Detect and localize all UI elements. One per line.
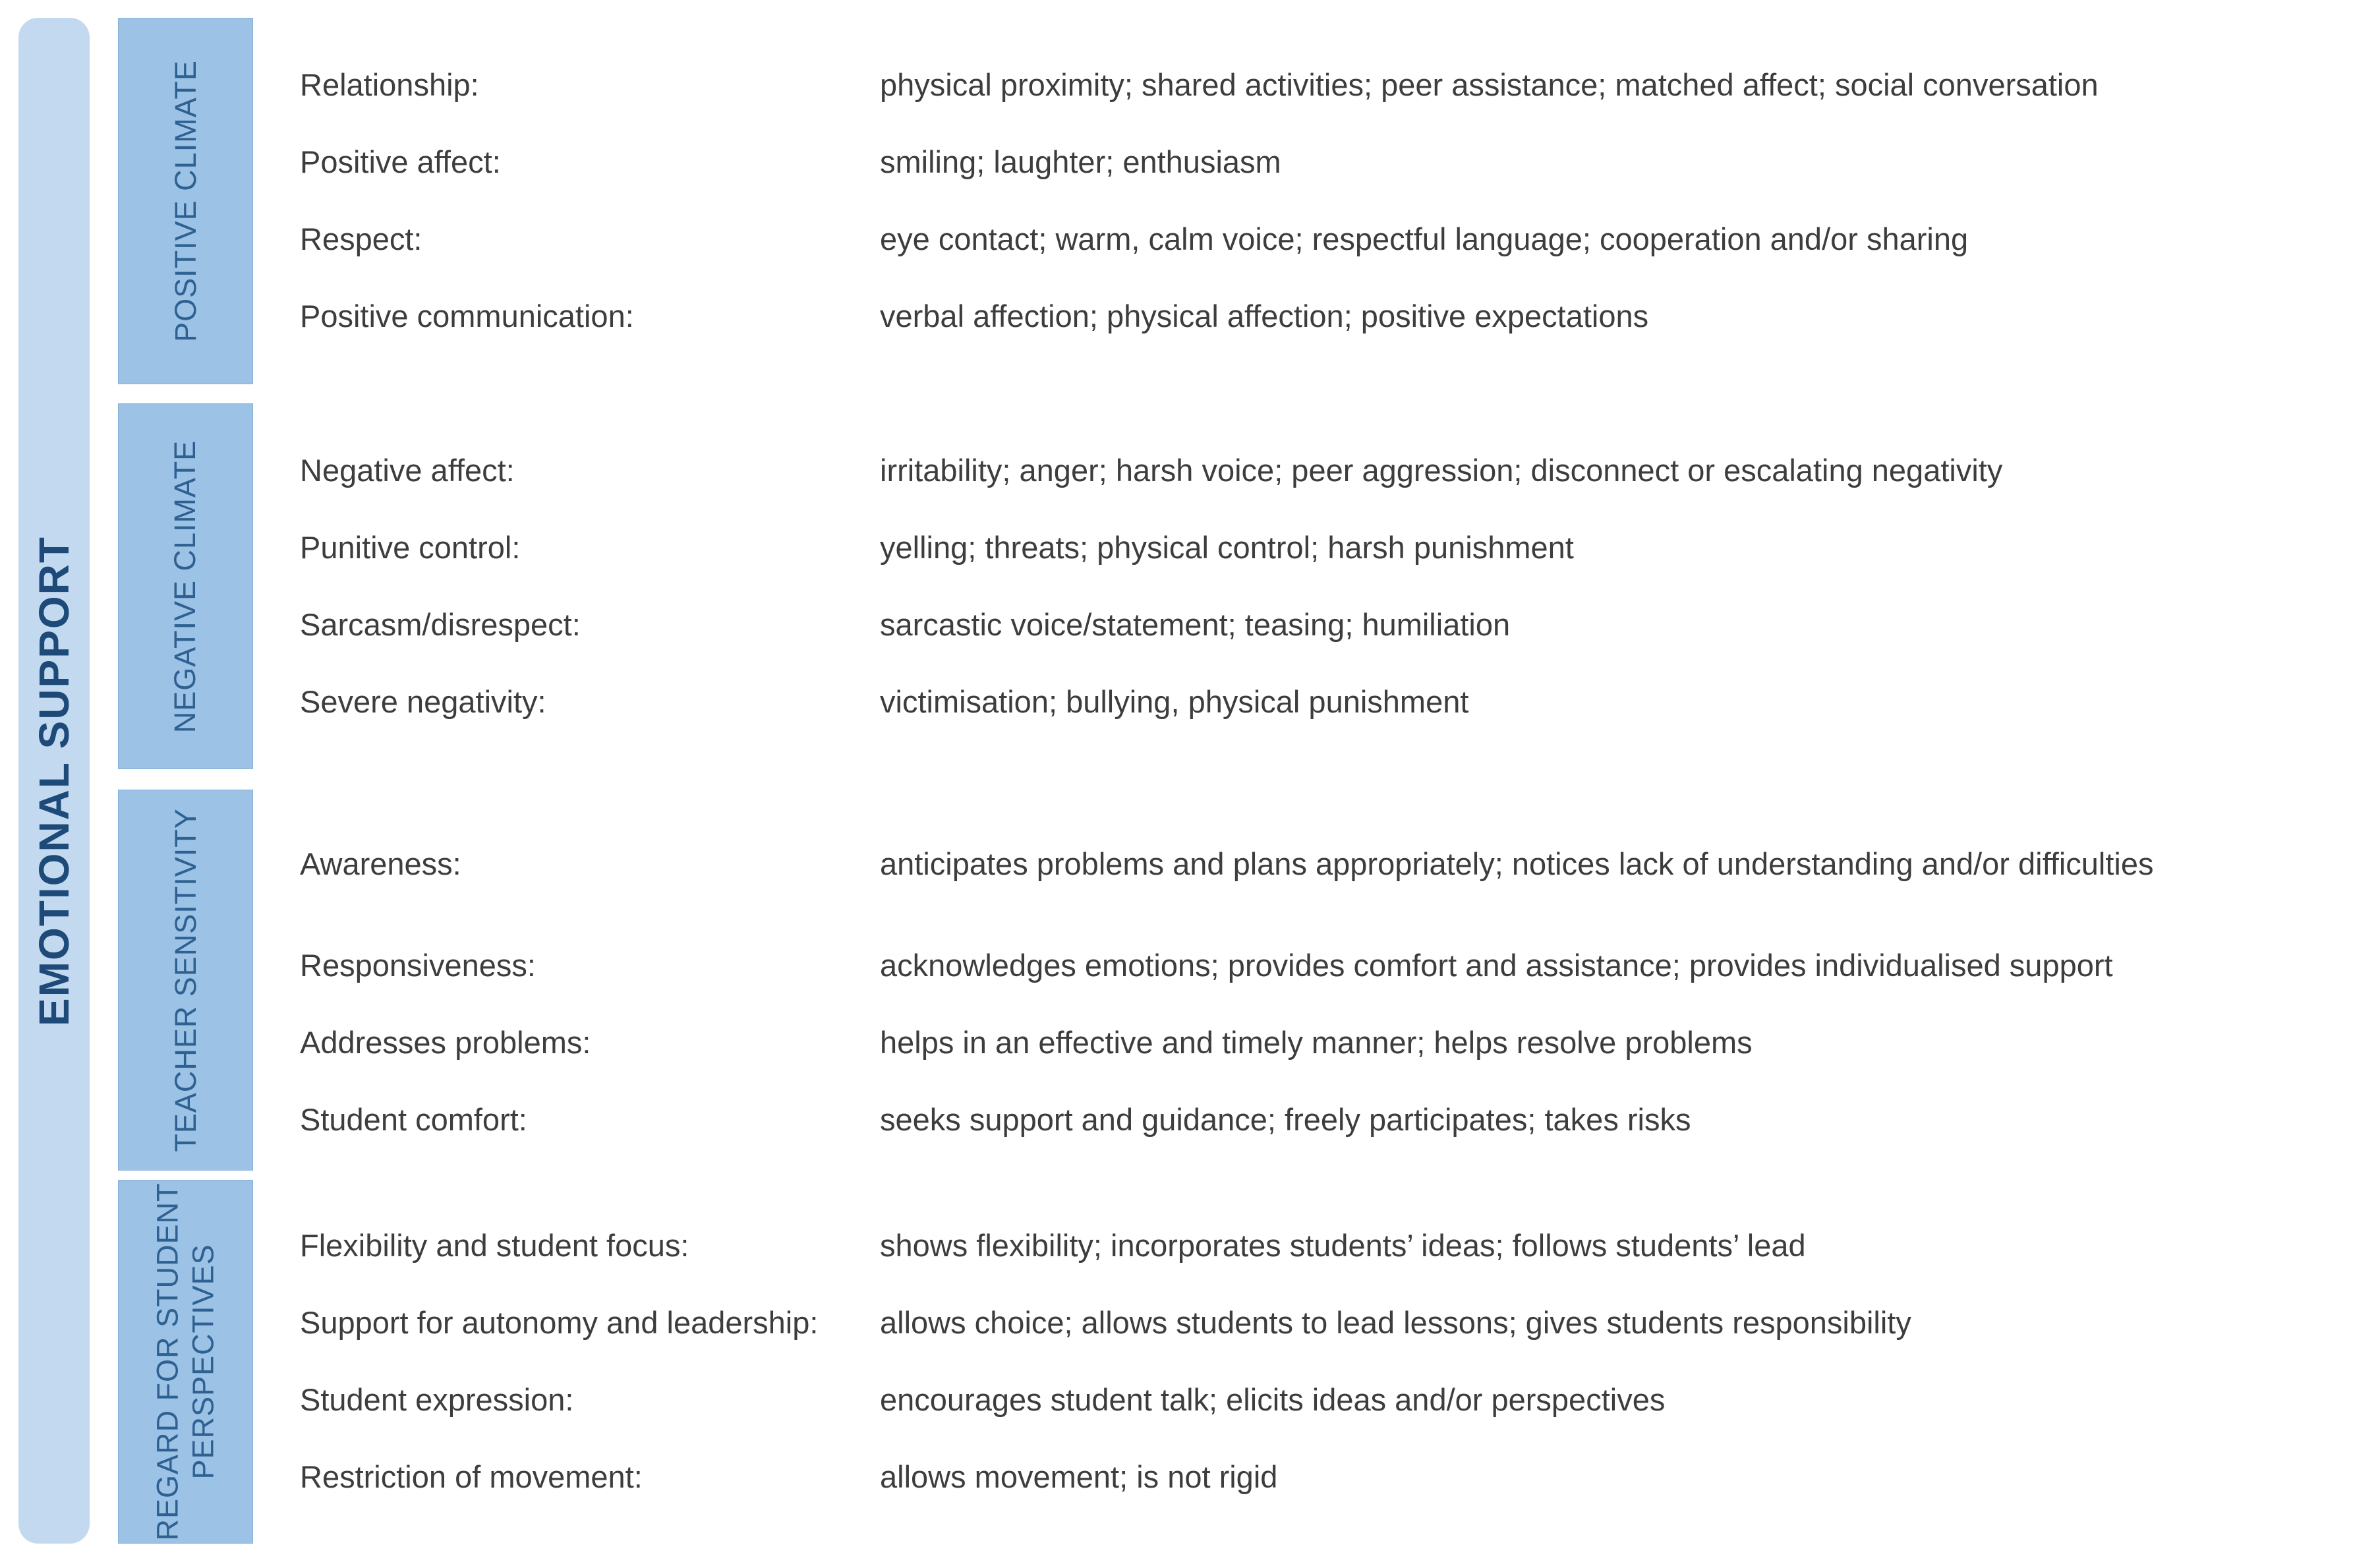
- category-box: [118, 403, 253, 769]
- indicator-description: encourages student talk; elicits ideas and/or perspectives: [880, 1382, 1666, 1418]
- indicator-row: [300, 1207, 2369, 1285]
- indicator-row: [300, 47, 2369, 124]
- domain-section-0: [0, 18, 2380, 384]
- indicator-row: [300, 432, 2369, 509]
- indicator-rows: [300, 790, 2369, 1171]
- indicator-term: Support for autonomy and leadership:: [300, 1305, 819, 1341]
- indicator-description: shows flexibility; incorporates students’ ideas; follows students’ lead: [880, 1228, 1806, 1263]
- indicator-row: [300, 587, 2369, 664]
- indicator-row: [300, 509, 2369, 587]
- indicator-term: Sarcasm/disrespect:: [300, 606, 581, 642]
- indicator-row: [300, 1082, 2369, 1159]
- indicator-row: [300, 201, 2369, 278]
- indicator-term: Severe negativity:: [300, 683, 546, 719]
- indicator-term: Awareness:: [300, 846, 461, 882]
- category-box: [118, 790, 253, 1171]
- indicator-row: [300, 278, 2369, 355]
- indicator-rows: [300, 1180, 2369, 1544]
- indicator-description: helps in an effective and timely manner; helps resolve problems: [880, 1024, 1753, 1060]
- category-label: [168, 60, 204, 342]
- indicator-row: [300, 1285, 2369, 1362]
- indicator-row: [300, 664, 2369, 741]
- indicator-rows: [300, 403, 2369, 769]
- category-label: [168, 440, 204, 732]
- indicator-term: Positive communication:: [300, 299, 634, 334]
- domain-section-1: [0, 403, 2380, 769]
- indicator-description: verbal affection; physical affection; positive expectations: [880, 299, 1649, 334]
- indicator-term: Negative affect:: [300, 452, 515, 488]
- category-label-line: REGARD FOR STUDENT: [150, 1182, 185, 1541]
- category-box: [118, 18, 253, 384]
- indicator-rows: [300, 18, 2369, 384]
- indicator-description: allows movement; is not rigid: [880, 1459, 1278, 1495]
- indicator-description: physical proximity; shared activities; peer assistance; matched affect; social conversation: [880, 67, 2099, 103]
- indicator-term: Flexibility and student focus:: [300, 1228, 689, 1263]
- indicator-description: allows choice; allows students to lead lessons; gives students responsibility: [880, 1305, 1911, 1341]
- category-box: [118, 1180, 253, 1544]
- indicator-term: Relationship:: [300, 67, 479, 103]
- category-label: [168, 808, 204, 1152]
- indicator-term: Restriction of movement:: [300, 1459, 643, 1495]
- indicator-row: [300, 1004, 2369, 1082]
- indicator-term: Student comfort:: [300, 1101, 527, 1137]
- indicator-term: Respect:: [300, 221, 422, 257]
- indicator-description: eye contact; warm, calm voice; respectful language; cooperation and/or sharing: [880, 221, 1969, 257]
- category-label-line: POSITIVE CLIMATE: [168, 60, 202, 342]
- indicator-row: [300, 124, 2369, 201]
- domain-section-2: [0, 790, 2380, 1171]
- indicator-term: Punitive control:: [300, 529, 521, 565]
- emotional-support-title: EMOTIONAL SUPPORT: [30, 535, 78, 1026]
- indicator-term: Positive affect:: [300, 144, 501, 180]
- indicator-description: sarcastic voice/statement; teasing; humiliation: [880, 606, 1511, 642]
- indicator-term: Responsiveness:: [300, 947, 536, 983]
- indicator-row: [300, 1362, 2369, 1439]
- indicator-row: [300, 802, 2369, 927]
- category-label: [150, 1182, 221, 1540]
- indicator-term: Addresses problems:: [300, 1024, 591, 1060]
- indicator-description: acknowledges emotions; provides comfort and assistance; provides individualised support: [880, 947, 2113, 983]
- indicator-description: victimisation; bullying, physical punishment: [880, 683, 1469, 719]
- indicator-row: [300, 1439, 2369, 1516]
- indicator-description: yelling; threats; physical control; harsh punishment: [880, 529, 1574, 565]
- category-label-line: NEGATIVE CLIMATE: [168, 440, 202, 733]
- indicator-description: anticipates problems and plans appropriately; notices lack of understanding and/or difficulties: [880, 846, 2154, 882]
- indicator-row: [300, 927, 2369, 1004]
- indicator-description: irritability; anger; harsh voice; peer aggression; disconnect or escalating negativity: [880, 452, 2003, 488]
- category-label-line: PERSPECTIVES: [186, 1244, 220, 1480]
- indicator-description: seeks support and guidance; freely participates; takes risks: [880, 1101, 1691, 1137]
- domain-section-3: [0, 1180, 2380, 1544]
- indicator-description: smiling; laughter; enthusiasm: [880, 144, 1281, 180]
- category-label-line: TEACHER SENSITIVITY: [168, 808, 202, 1152]
- indicator-term: Student expression:: [300, 1382, 574, 1418]
